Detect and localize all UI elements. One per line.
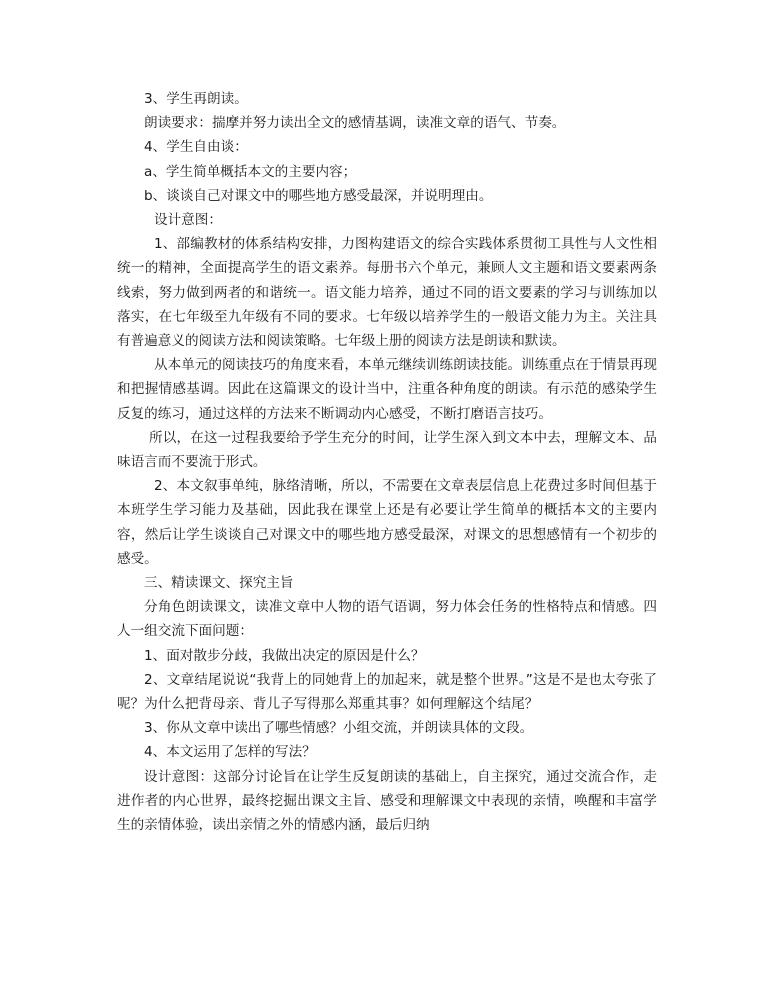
document-body: [117, 87, 657, 837]
paragraph: b、谈谈自己对课文中的哪些地方感受最深，并说明理由。: [144, 187, 493, 204]
paragraph: 所以，在这一过程我要给予学生充分的时间，让学生深入到文本中去，理解文本、品味语言而不要流于形式。: [117, 429, 657, 471]
paragraph: 2、本文叙事单纯，脉络清晰，所以，不需要在文章表层信息上花费过多时间但基于本班学生学习能力及基础，因此我在课堂上还是有必要让学生简单的概括本文的主要内容，然后让学生谈谈自己对课文中的哪些地方感受最深，对课文的思想感情有一个初步的感受。: [117, 478, 657, 567]
paragraph: 分角色朗读课文，读准文章中人物的语气语调，努力体会任务的性格特点和情感。四人一组交流下面问题：: [117, 599, 657, 640]
paragraph: 设计意图：这部分讨论旨在让学生反复朗读的基础上，自主探究，通过交流合作，走进作者的内心世界，最终挖掘出课文主旨、感受和理解课文中表现的亲情，唤醒和丰富学生的亲情体验，读出亲情之外的情感内涵，最后归纳: [117, 768, 657, 834]
paragraph: 从本单元的阅读技巧的角度来看，本单元继续训练朗读技能。训练重点在于情景再现和把握情感基调。因此在这篇课文的设计当中，注重各种角度的朗读。有示范的感染学生反复的练习，通过这样的方法来不断调动内心感受，不断打磨语言技巧。: [117, 357, 657, 422]
paragraph: 1、部编教材的体系结构安排，力图构建语文的综合实践体系贯彻工具性与人文性相统一的精神，全面提高学生的语文素养。每册书六个单元，兼顾人文主题和语文要素两条线索，努力做到两者的和谐统一。语文能力培养，通过不同的语文要素的学习与训练加以落实，在七年级至九年级有不同的要求。七年级以培养学生的一般语文能力为主。关注具有普遍意义的阅读方法和阅读策略。七年级上册的阅读方法是朗读和默读。: [117, 236, 657, 350]
question-item: 1、面对散步分歧，我做出决定的原因是什么？: [144, 647, 425, 664]
question-item: 3、你从文章中读出了哪些情感？小组交流，并朗读具体的文段。: [144, 720, 534, 737]
question-item: 4、本文运用了怎样的写法？: [144, 744, 316, 761]
question-item: 2、文章结尾说说“我背上的同她背上的加起来，就是整个世界。”这是不是也太夸张了呢？为什么把背母亲、背儿子写得那么郑重其事？如何理解这个结尾？: [117, 671, 657, 713]
paragraph: 4、学生自由谈：: [144, 139, 248, 156]
paragraph: 3、学生再朗读。: [144, 91, 248, 107]
paragraph: 朗读要求：揣摩并努力读出全文的感情基调，读准文章的语气、节奏。: [144, 115, 566, 132]
paragraph: a、学生简单概括本文的主要内容；: [144, 163, 357, 180]
section-heading: 三、精读课文、探究主旨: [144, 575, 294, 592]
paragraph: 设计意图：: [154, 212, 222, 229]
